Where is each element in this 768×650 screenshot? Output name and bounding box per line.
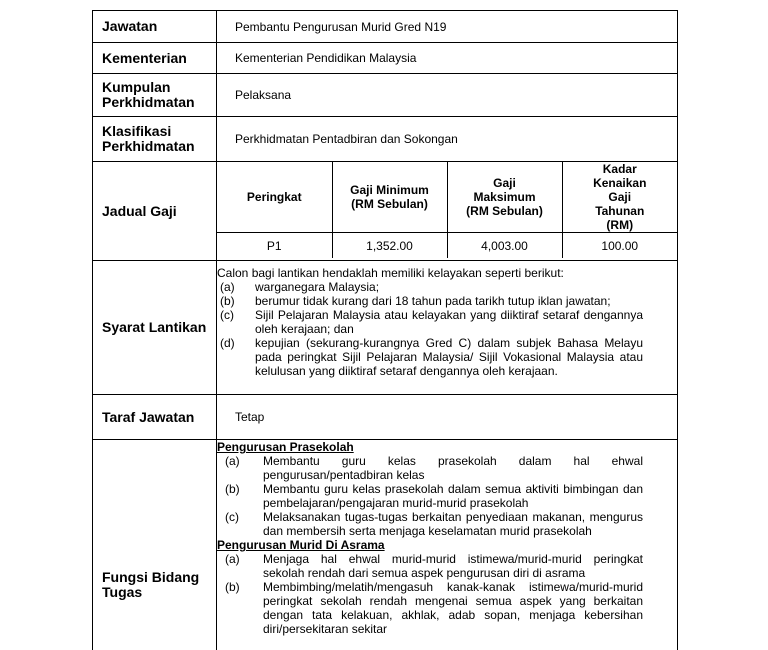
list-letter: (c) — [225, 510, 239, 524]
section-title: Pengurusan Murid Di Asrama — [217, 538, 385, 552]
label-kementerian: Kementerian — [93, 43, 217, 73]
section-title: Pengurusan Prasekolah — [217, 440, 354, 454]
salary-cell: 100.00 — [562, 233, 677, 259]
row-taraf — [93, 395, 677, 440]
row-kumpulan — [93, 74, 677, 117]
list-letter: (b) — [225, 482, 240, 496]
label-jawatan: Jawatan — [93, 11, 217, 42]
list-letter: (a) — [220, 280, 235, 294]
salary-header: Peringkat — [217, 162, 332, 233]
salary-header: Gaji Minimum (RM Sebulan) — [332, 162, 447, 233]
list-item — [217, 280, 643, 294]
list-text: Membimbing/melatih/mengasuh kanak-kanak istimewa/murid-murid peringkat sekolah rendah mengenai semua aspek yang berkaitan dengan tata kelakuan, akhlak, adab sopan, menjaga kebersihan diri/persekitaran sekitar — [263, 580, 643, 636]
syarat-content — [217, 261, 677, 394]
list-letter: (a) — [225, 454, 240, 468]
salary-cell: 1,352.00 — [332, 233, 447, 259]
list-text: Menjaga hal ehwal murid-murid istimewa/murid-murid peringkat sekolah rendah dari semua aspek pengurusan diri di asrama — [263, 552, 643, 580]
list-letter: (b) — [225, 580, 240, 594]
list-text: Membantu guru kelas prasekolah dalam hal ehwal pengurusan/pentadbiran kelas — [263, 454, 643, 482]
row-jawatan — [93, 11, 677, 43]
value-taraf: Tetap — [235, 410, 265, 424]
salary-table — [217, 162, 677, 260]
salary-cell: 4,003.00 — [447, 233, 562, 259]
list-item — [217, 336, 643, 378]
salary-header: Gaji Maksimum (RM Sebulan) — [447, 162, 562, 233]
label-kumpulan: Kumpulan Perkhidmatan — [93, 74, 217, 116]
label-jadual-gaji: Jadual Gaji — [93, 162, 217, 260]
row-jadual-gaji — [93, 162, 677, 261]
value-kumpulan: Pelaksana — [235, 88, 292, 102]
list-item — [217, 482, 643, 510]
row-klasifikasi — [93, 117, 677, 162]
row-fungsi — [93, 440, 677, 650]
label-taraf: Taraf Jawatan — [93, 395, 217, 439]
label-klasifikasi: Klasifikasi Perkhidmatan — [93, 117, 217, 161]
value-jawatan: Pembantu Pengurusan Murid Gred N19 — [235, 19, 447, 34]
list-letter: (b) — [220, 294, 235, 308]
row-syarat — [93, 261, 677, 395]
fungsi-content — [217, 440, 677, 650]
value-klasifikasi: Perkhidmatan Pentadbiran dan Sokongan — [235, 132, 458, 146]
list-text: Melaksanakan tugas-tugas berkaitan penyediaan makanan, mengurus dan membersih serta menjaga keselamatan murid prasekolah — [263, 510, 643, 538]
salary-header-row — [217, 162, 677, 233]
salary-header: Kadar Kenaikan Gaji Tahunan (RM) — [562, 162, 677, 233]
label-fungsi: Fungsi Bidang Tugas — [93, 440, 217, 650]
list-text: Membantu guru kelas prasekolah dalam semua aktiviti bimbingan dan pembelajaran/pengajaran murid-murid prasekolah — [263, 482, 643, 510]
row-kementerian — [93, 43, 677, 74]
list-item — [217, 454, 643, 482]
list-text: kepujian (sekurang-kurangnya Gred C) dalam subjek Bahasa Melayu pada peringkat Sijil Pelajaran Malaysia/ Sijil Vokasional Malaysia atau kelulusan yang diiktiraf setaraf dengannya oleh kerajaan. — [255, 336, 643, 378]
list-item — [217, 580, 643, 636]
list-letter: (c) — [220, 308, 234, 322]
label-syarat: Syarat Lantikan — [93, 261, 217, 394]
list-item — [217, 308, 643, 336]
list-item — [217, 294, 643, 308]
list-letter: (d) — [220, 336, 235, 350]
list-letter: (a) — [225, 552, 240, 566]
list-text: berumur tidak kurang dari 18 tahun pada tarikh tutup iklan jawatan; — [255, 294, 611, 308]
syarat-intro: Calon bagi lantikan hendaklah memiliki kelayakan seperti berikut: — [217, 266, 564, 280]
list-item — [217, 552, 643, 580]
salary-row — [217, 233, 677, 259]
list-item — [217, 510, 643, 538]
list-text: warganegara Malaysia; — [255, 280, 380, 294]
value-kementerian: Kementerian Pendidikan Malaysia — [235, 51, 417, 65]
list-text: Sijil Pelajaran Malaysia atau kelayakan yang diiktiraf setaraf dengannya oleh kerajaan; dan — [255, 308, 643, 336]
salary-cell: P1 — [217, 233, 332, 259]
job-details-table — [92, 10, 678, 650]
